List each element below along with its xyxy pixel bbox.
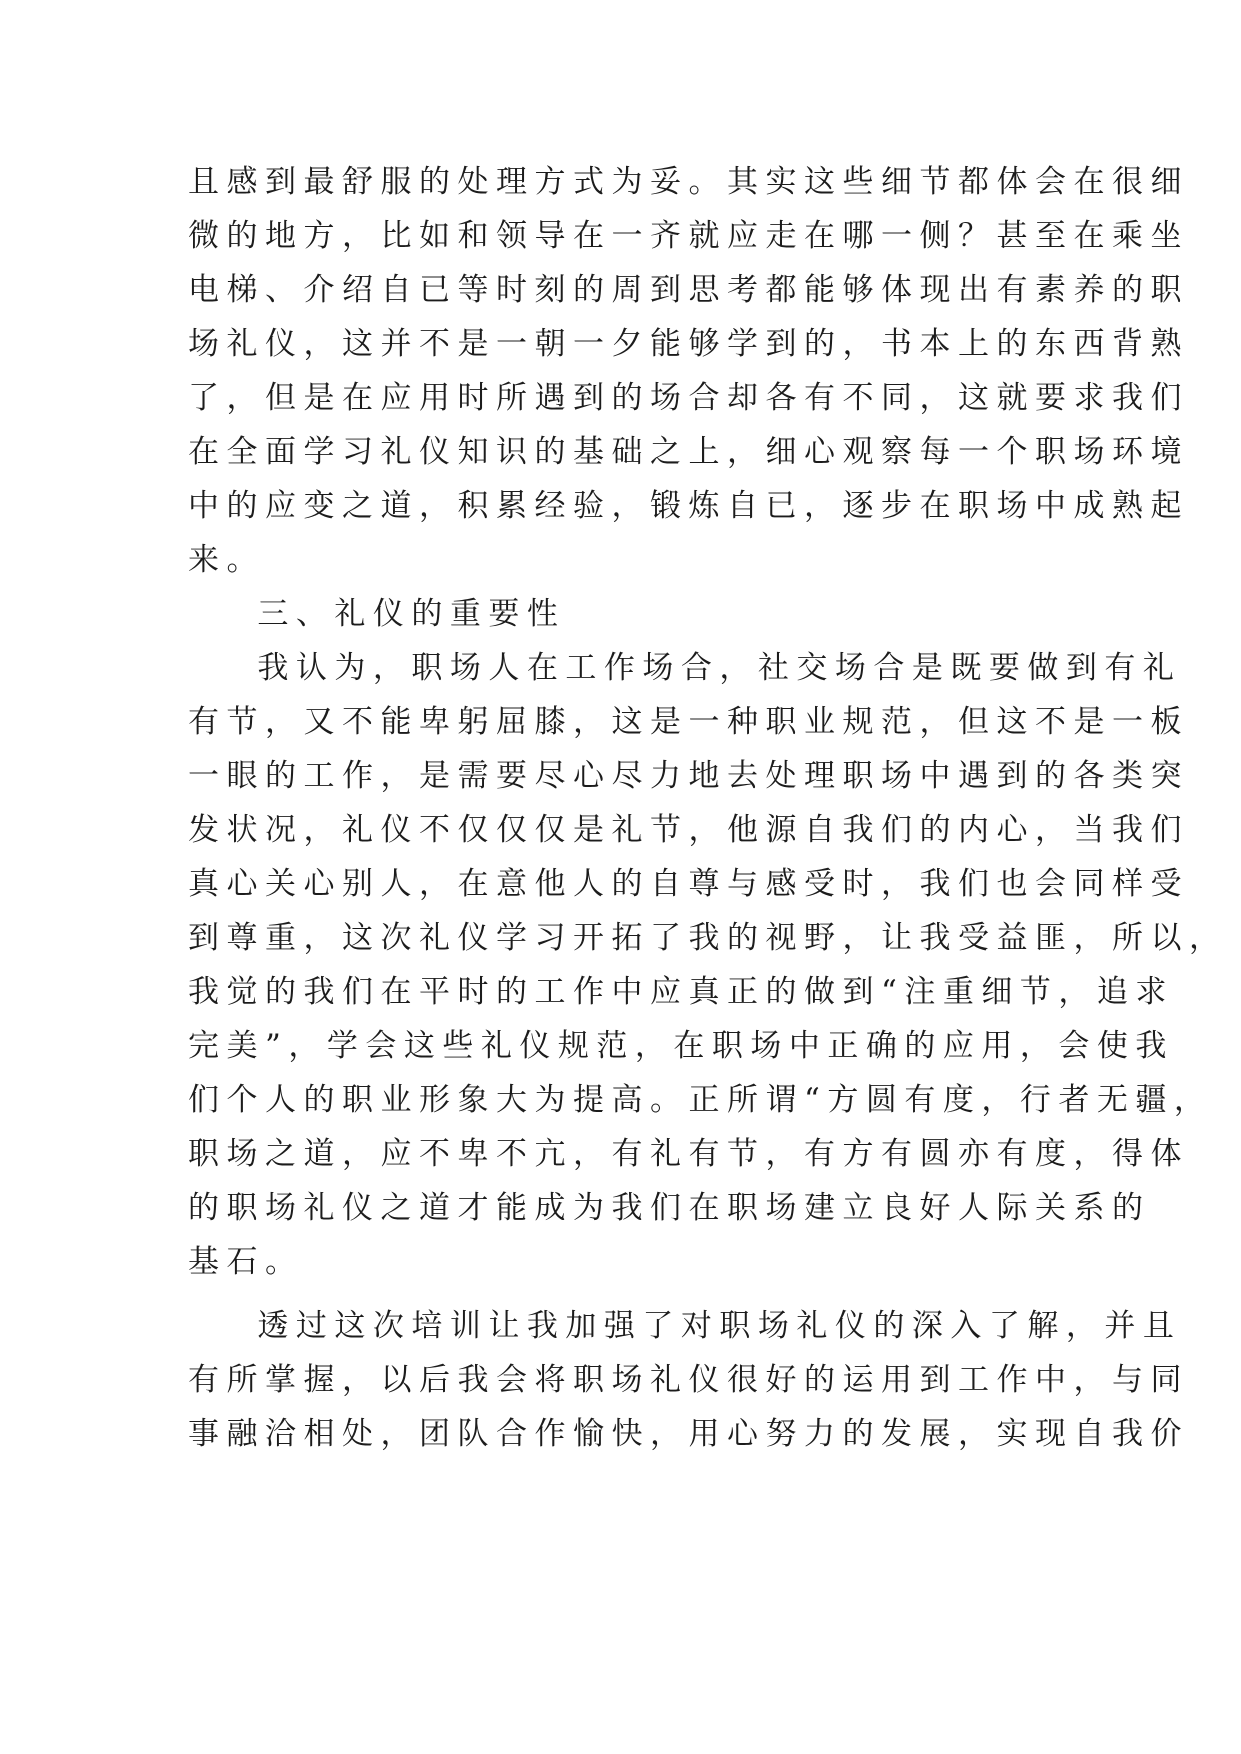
text-line: 在全面学习礼仪知识的基础之上，细心观察每一个职场环境 xyxy=(188,434,1189,470)
text-line: 有所掌握，以后我会将职场礼仪很好的运用到工作中，与同 xyxy=(188,1362,1189,1398)
text-line: 微的地方，比如和领导在一齐就应走在哪一侧？甚至在乘坐 xyxy=(188,218,1189,254)
text-line: 发状况，礼仪不仅仅仅是礼节，他源自我们的内心，当我们 xyxy=(188,812,1189,848)
paragraph-gap xyxy=(188,1289,1054,1299)
text-line: 场礼仪，这并不是一朝一夕能够学到的，书本上的东西背熟 xyxy=(188,326,1189,362)
text-line: 事融洽相处，团队合作愉快，用心努力的发展，实现自我价 xyxy=(188,1416,1189,1452)
text-line: 完美”，学会这些礼仪规范，在职场中正确的应用，会使我 xyxy=(188,1028,1174,1064)
text-line: 中的应变之道，积累经验，锻炼自已，逐步在职场中成熟起 xyxy=(188,488,1189,524)
paragraph-first-line: 透过这次培训让我加强了对职场礼仪的深入了解，并且 xyxy=(188,1308,1182,1344)
text-line: 职场之道，应不卑不亢，有礼有节，有方有圆亦有度，得体 xyxy=(188,1136,1189,1172)
text-line: 真心关心别人，在意他人的自尊与感受时，我们也会同样受 xyxy=(188,866,1189,902)
text-line: 电梯、介绍自已等时刻的周到思考都能够体现出有素养的职 xyxy=(188,272,1189,308)
text-line: 的职场礼仪之道才能成为我们在职场建立良好人际关系的 xyxy=(188,1190,1151,1226)
text-line: 基石。 xyxy=(188,1244,304,1280)
document-body xyxy=(188,155,1228,1461)
text-line: 且感到最舒服的处理方式为妥。其实这些细节都体会在很细 xyxy=(188,164,1189,200)
text-line: 有节，又不能卑躬屈膝，这是一种职业规范，但这不是一板 xyxy=(188,704,1189,740)
text-line: 我觉的我们在平时的工作中应真正的做到“注重细节，追求 xyxy=(188,974,1174,1010)
text-line: 了，但是在应用时所遇到的场合却各有不同，这就要求我们 xyxy=(188,380,1189,416)
section-heading: 三、礼仪的重要性 xyxy=(188,596,566,632)
text-line: 一眼的工作，是需要尽心尽力地去处理职场中遇到的各类突 xyxy=(188,758,1189,794)
text-line: 们个人的职业形象大为提高。正所谓“方圆有度，行者无疆， xyxy=(188,1082,1213,1118)
paragraph-first-line: 我认为，职场人在工作场合，社交场合是既要做到有礼 xyxy=(188,650,1182,686)
text-line: 来。 xyxy=(188,542,265,578)
text-line: 到尊重，这次礼仪学习开拓了我的视野，让我受益匪，所以， xyxy=(188,920,1228,956)
